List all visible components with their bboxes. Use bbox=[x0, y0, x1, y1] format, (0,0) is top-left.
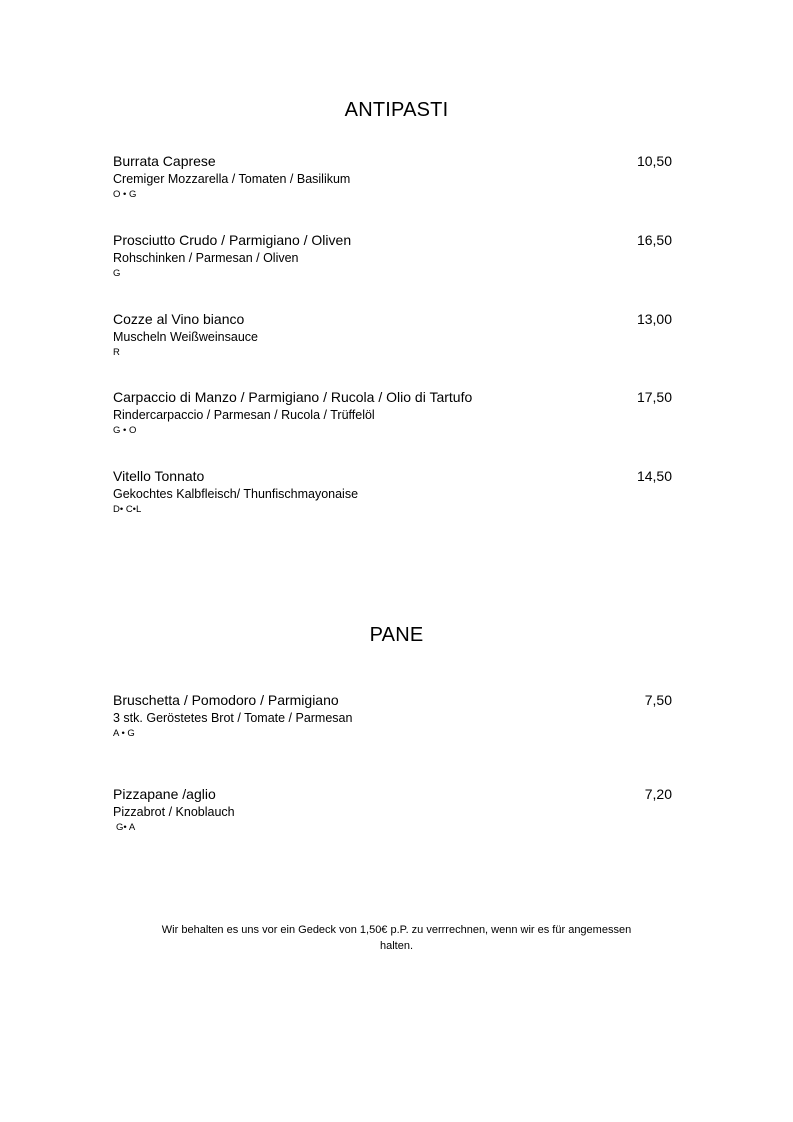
item-allergens: D• C•L bbox=[113, 504, 142, 515]
menu-item bbox=[113, 389, 672, 436]
item-description: Pizzabrot / Knoblauch bbox=[113, 805, 235, 819]
menu-item bbox=[113, 786, 672, 833]
item-allergens: A • G bbox=[113, 728, 135, 739]
item-name: Bruschetta / Pomodoro / Parmigiano bbox=[113, 692, 339, 708]
item-description: Rindercarpaccio / Parmesan / Rucola / Trüffelöl bbox=[113, 408, 375, 422]
item-price: 14,50 bbox=[636, 468, 672, 484]
item-description: Muscheln Weißweinsauce bbox=[113, 330, 258, 344]
menu-item bbox=[113, 692, 672, 739]
item-price: 13,00 bbox=[636, 311, 672, 327]
item-allergens: G bbox=[113, 268, 121, 279]
item-name: Vitello Tonnato bbox=[113, 468, 205, 484]
section-title-pane: PANE bbox=[369, 624, 424, 646]
cover-charge-note bbox=[120, 922, 673, 954]
item-allergens: O • G bbox=[113, 189, 137, 200]
item-allergens: R bbox=[113, 347, 120, 358]
item-description: 3 stk. Geröstetes Brot / Tomate / Parmesan bbox=[113, 711, 353, 725]
item-allergens: G• A bbox=[116, 822, 136, 833]
footer-line: halten. bbox=[379, 940, 414, 952]
footer-line: Wir behalten es uns vor ein Gedeck von 1,50€ p.P. zu verrrechnen, wenn wir es für angemessen bbox=[161, 924, 632, 936]
item-name: Cozze al Vino bianco bbox=[113, 311, 245, 327]
item-name: Prosciutto Crudo / Parmigiano / Oliven bbox=[113, 232, 352, 248]
item-description: Gekochtes Kalbfleisch/ Thunfischmayonaise bbox=[113, 487, 359, 501]
item-description: Cremiger Mozzarella / Tomaten / Basilikum bbox=[113, 172, 351, 186]
item-price: 17,50 bbox=[636, 389, 672, 405]
menu-item bbox=[113, 232, 672, 279]
menu-item bbox=[113, 153, 672, 200]
item-description: Rohschinken / Parmesan / Oliven bbox=[113, 251, 299, 265]
item-price: 7,20 bbox=[644, 786, 672, 802]
item-name: Pizzapane /aglio bbox=[113, 786, 216, 802]
item-price: 16,50 bbox=[636, 232, 672, 248]
section-title-antipasti: ANTIPASTI bbox=[344, 99, 449, 121]
menu-item bbox=[113, 311, 672, 358]
menu-item bbox=[113, 468, 672, 515]
item-name: Carpaccio di Manzo / Parmigiano / Rucola / Olio di Tartufo bbox=[113, 389, 473, 405]
item-allergens: G • O bbox=[113, 425, 137, 436]
item-name: Burrata Caprese bbox=[113, 153, 216, 169]
item-price: 7,50 bbox=[644, 692, 672, 708]
item-price: 10,50 bbox=[636, 153, 672, 169]
